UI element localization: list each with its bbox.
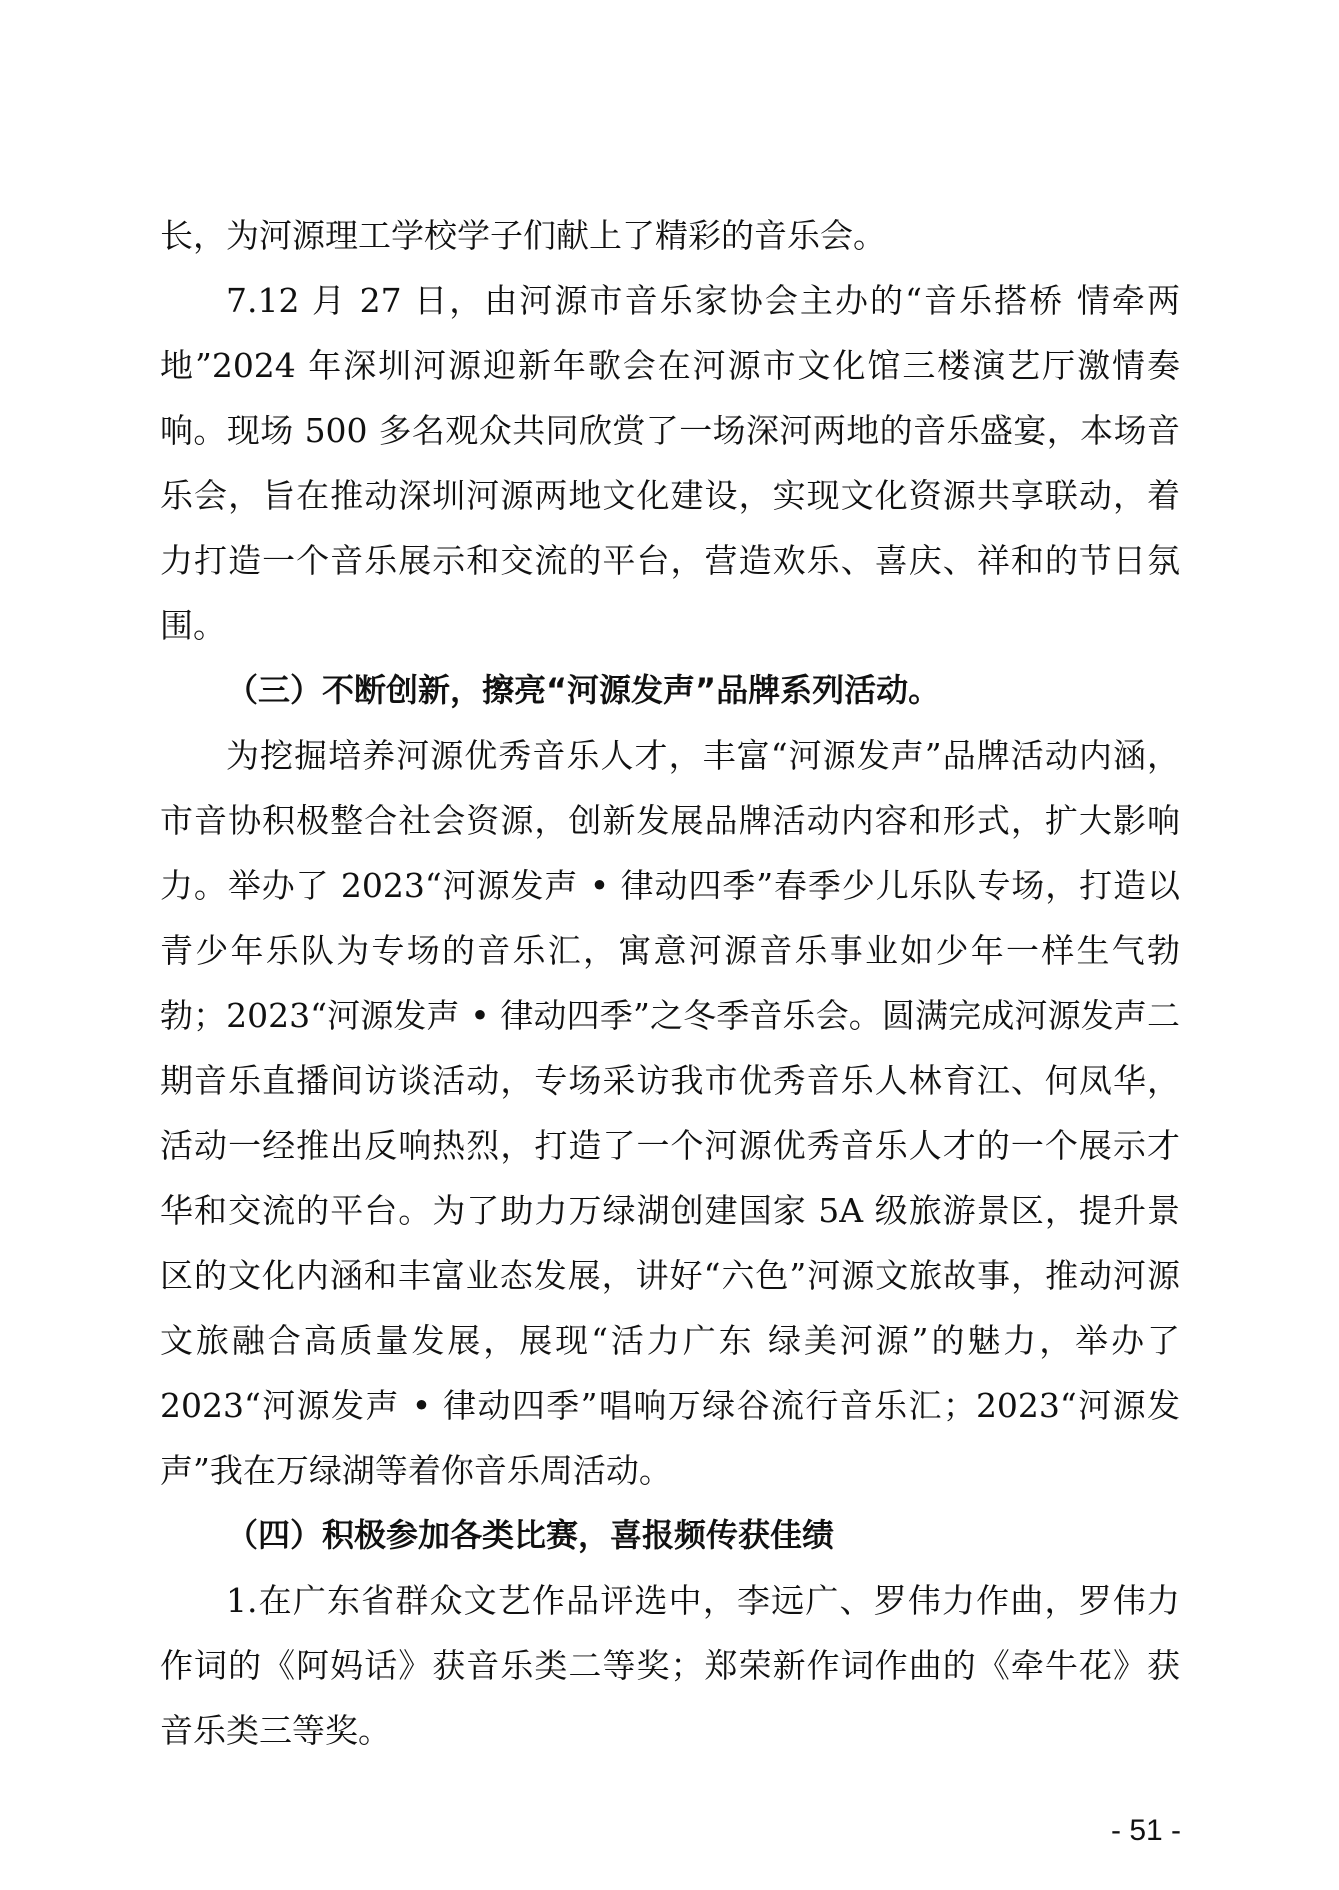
paragraph-brand-activities: 为挖掘培养河源优秀音乐人才，丰富“河源发声”品牌活动内涵，市音协积极整合社会资源，创新发展品牌活动内容和形式，扩大影响力。举办了 2023“河源发声 • 律动四季”春季少儿乐队专场，打造以青少年乐队为专场的音乐汇，寓意河源音乐事业如少年一样生气勃勃；2023“河源发声 • 律动四季”之冬季音乐会。圆满完成河源发声二期音乐直播间访谈活动，专场采访我市优秀音乐人林育江、何凤华，活动一经推出反响热烈，打造了一个河源优秀音乐人才的一个展示才华和交流的平台。为了助力万绿湖创建国家 5A 级旅游景区，提升景区的文化内涵和丰富业态发展，讲好“六色”河源文旅故事，推动河源文旅融合高质量发展，展现“活力广东 绿美河源”的魅力，举办了 2023“河源发声 • 律动四季”唱响万绿谷流行音乐汇；2023“河源发声”我在万绿湖等着你音乐周活动。 bbox=[160, 736, 1180, 1490]
paragraph-new-year-concert: 7.12 月 27 日，由河源市音乐家协会主办的“音乐搭桥 情牵两地”2024 年深圳河源迎新年歌会在河源市文化馆三楼演艺厅激情奏响。现场 500 多名观众共同欣赏了一场深河两地的音乐盛宴，本场音乐会，旨在推动深圳河源两地文化建设，实现文化资源共享联动，着力打造一个音乐展示和交流的平台，营造欢乐、喜庆、祥和的节日氛围。 bbox=[160, 281, 1180, 645]
paragraph-concert-end: 长，为河源理工学校学子们献上了精彩的音乐会。 bbox=[160, 216, 886, 255]
section-heading-competitions: （四）积极参加各类比赛，喜报频传获佳绩 bbox=[226, 1516, 835, 1554]
paragraph-awards: 1.在广东省群众文艺作品评选中，李远广、罗伟力作曲，罗伟力作词的《阿妈话》获音乐类二等奖；郑荣新作词作曲的《牵牛花》获音乐类三等奖。 bbox=[160, 1581, 1180, 1750]
page-number: - 51 - bbox=[1111, 1814, 1182, 1847]
section-heading-innovation: （三）不断创新，擦亮“河源发声”品牌系列活动。 bbox=[226, 671, 941, 709]
document-body bbox=[160, 203, 1180, 1763]
